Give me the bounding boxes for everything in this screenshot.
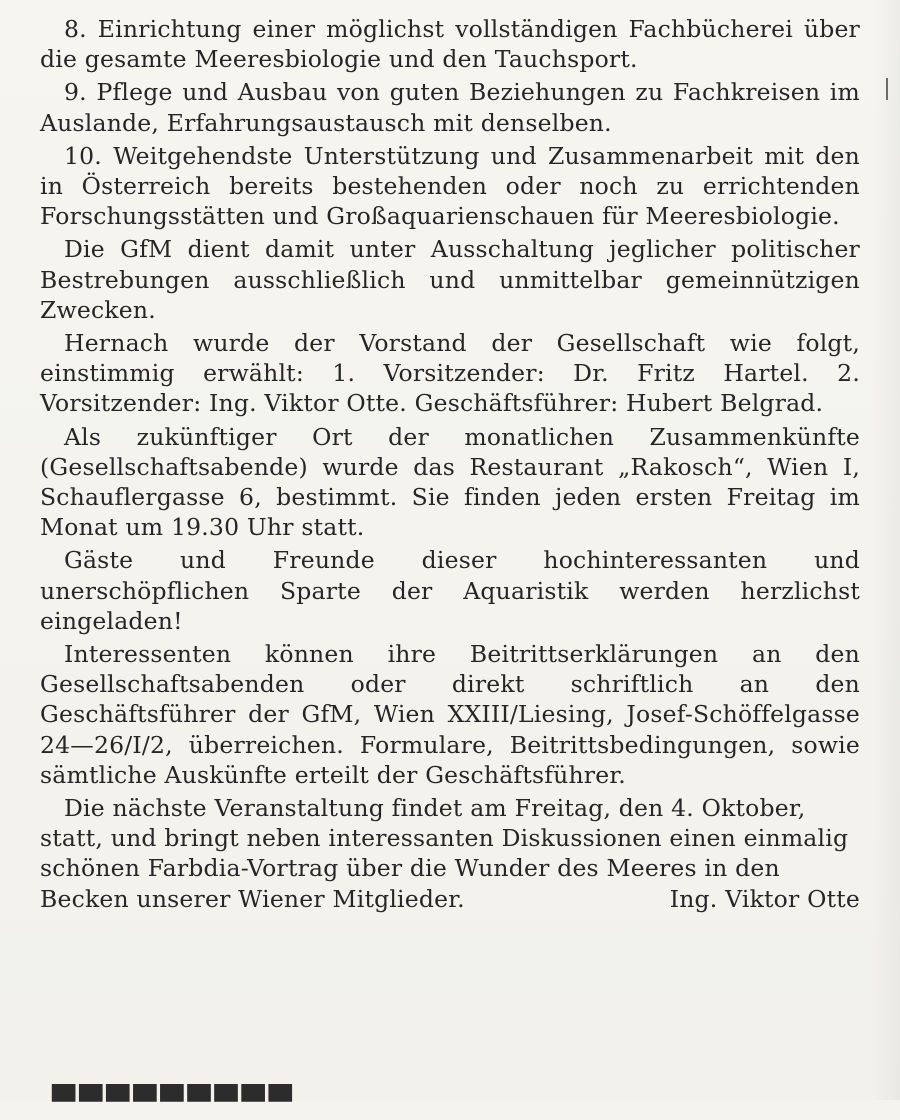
paragraph-item-9: 9. Pflege und Ausbau von guten Beziehungen zu Fachkreisen im Auslande, Erfahrungsaustausch mit denselben. [40,78,860,137]
paragraph-next-event [40,793,860,914]
article-body [40,14,860,914]
paragraph-membership: Interessenten können ihre Beitrittserklärungen an den Gesellschaftsabenden oder direkt schriftlich an den Geschäftsführer der GfM, Wien XXIII/Liesing, Josef-Schöffelgasse 24—26/I/2, überreichen. Formulare, Beitrittsbedingungen, sowie sämtliche Auskünfte erteilt der Geschäftsführer. [40,640,860,789]
paragraph-guests-invitation: Gäste und Freunde dieser hochinteressanten und unerschöpflichen Sparte der Aquaristik werden herzlichst eingeladen! [40,546,860,635]
paragraph-board-election: Hernach wurde der Vorstand der Gesellschaft wie folgt, einstimmig erwählt: 1. Vorsitzender: Dr. Fritz Hartel. 2. Vorsitzender: Ing. Viktor Otte. Geschäftsführer: Hubert Belgrad. [40,329,860,418]
next-event-text: Die nächste Veranstaltung findet am Freitag, den 4. Oktober, statt, und bringt neben interessanten Diskussionen einen einmalig schönen Farbdia-Vortrag über die Wunder des Meeres in den Becken unserer Wiener Mitglieder. [40,794,849,913]
page-edge-shadow [872,0,900,1100]
signature: Ing. Viktor Otte [669,884,860,913]
paragraph-item-8: 8. Einrichtung einer möglichst vollständigen Fachbücherei über die gesamte Meeresbiologie und den Tauchsport. [40,15,860,74]
paragraph-meeting-place: Als zukünftiger Ort der monatlichen Zusammenkünfte (Gesellschaftsabende) wurde das Restaurant „Rakosch“, Wien I, Schauflergasse 6, bestimmt. Sie finden jeden ersten Freitag im Monat um 19.30 Uhr statt. [40,422,860,542]
cut-off-heading: ▀▀▀▀▀▀▀▀▀ [52,1085,296,1120]
margin-mark [886,78,888,100]
paragraph-purpose: Die GfM dient damit unter Ausschaltung jeglicher politischer Bestrebungen ausschließlich und unmittelbar gemeinnützigen Zwecken. [40,235,860,324]
paragraph-item-10: 10. Weitgehendste Unterstützung und Zusammenarbeit mit den in Österreich bereits bestehenden oder noch zu errichtenden Forschungsstätten und Großaquarienschauen für Meeresbiologie. [40,141,860,231]
